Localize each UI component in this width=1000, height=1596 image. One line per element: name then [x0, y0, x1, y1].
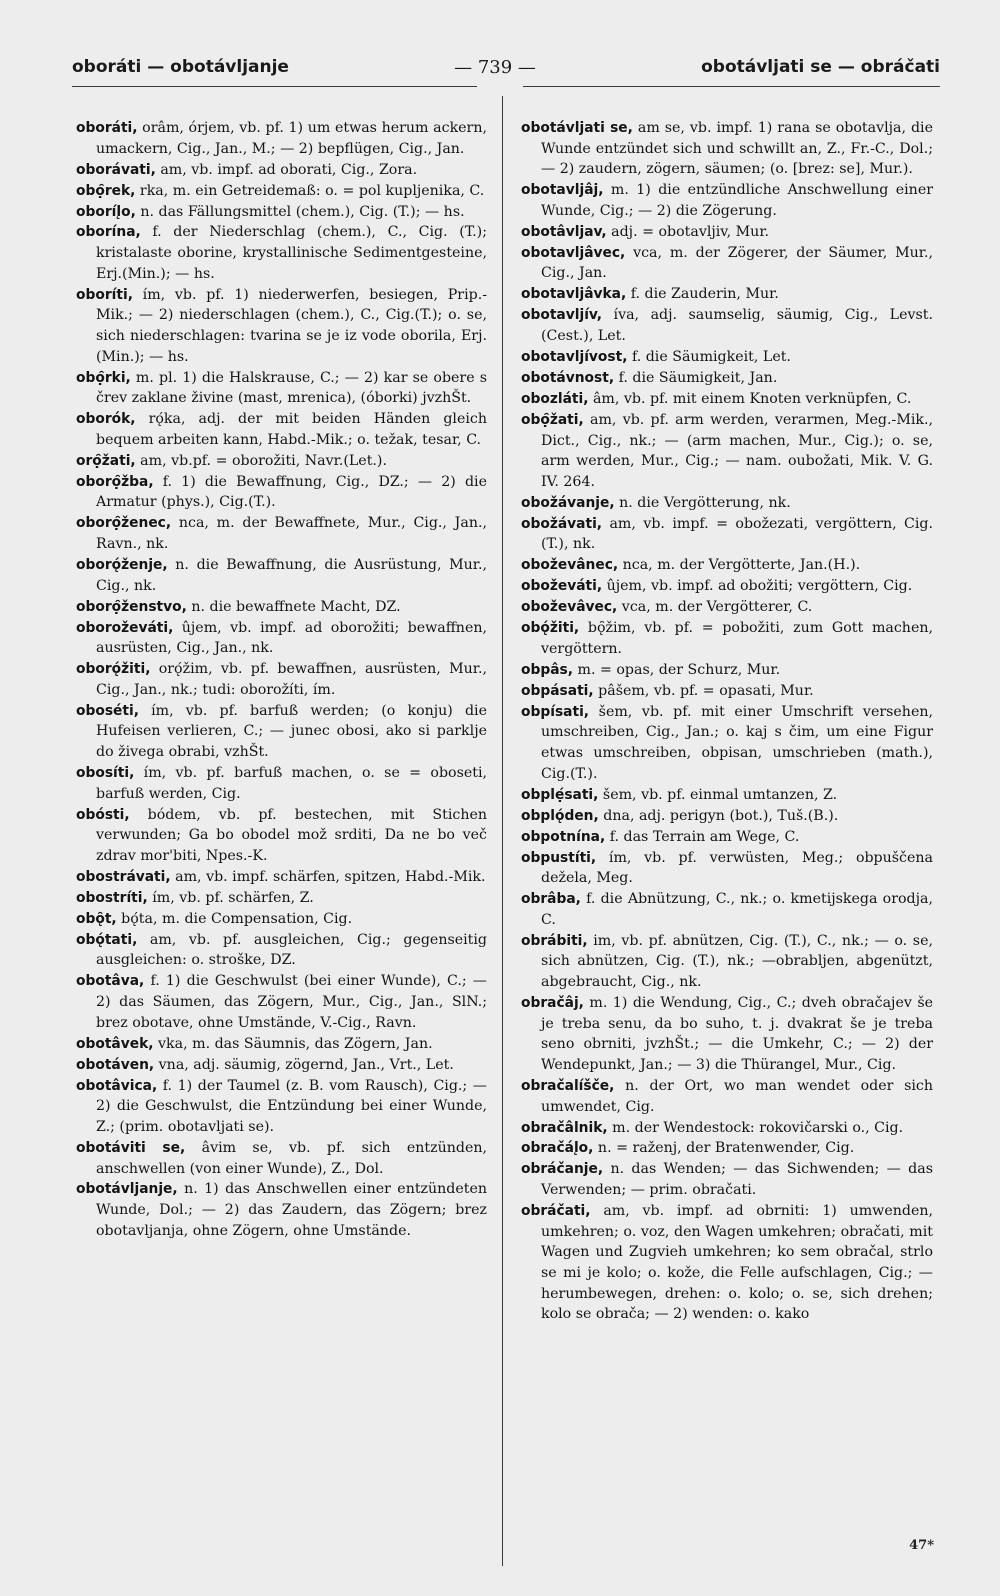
entry-headword: obotavljív, [521, 307, 603, 324]
dictionary-entry [76, 909, 487, 930]
entry-headword: obpotnína, [521, 828, 606, 845]
entry-headword: obostrávati, [76, 868, 171, 885]
entry-definition: vca, m. der Vergötterer, C. [617, 599, 813, 616]
entry-definition: am, vb. pf. arm werden, verarmen, Meg.-Mik., Dict., Cig., nk.; — (arm machen, Mur., Cig.); o. se, arm werden, Mur., Cig.; — nam. oubožati, Mik. V. G. IV. 264. [541, 411, 933, 490]
entry-headword: obotáven, [76, 1056, 155, 1073]
dictionary-entry [521, 1118, 933, 1139]
entry-definition: ûjem, vb. impf. ad oborožiti; bewaffnen, ausrüsten, Cig., Jan., nk. [96, 619, 487, 657]
dictionary-entry [76, 472, 487, 513]
entry-headword: oboríti, [76, 286, 133, 303]
entry-headword: obosíti, [76, 765, 135, 782]
entry-definition: rka, m. ein Getreidemaß: o. = pol kupljenika, C. [135, 182, 485, 199]
entry-definition: bǫ̑žim, vb. pf. = pobožiti, zum Gott machen, vergöttern. [541, 620, 933, 657]
dictionary-entry [76, 222, 487, 284]
entry-definition: orâm, órjem, vb. pf. 1) um etwas herum ackern, umackern, Cig., Jan., M.; — 2) bepflügen, Cig., Jan. [96, 120, 487, 157]
dictionary-entry [521, 660, 933, 681]
dictionary-entry [76, 930, 487, 971]
entry-headword: obožávati, [521, 515, 603, 532]
entry-headword: obọ̑žati, [521, 411, 584, 428]
dictionary-entry [521, 1138, 933, 1159]
entry-headword: obpísati, [521, 703, 590, 720]
entry-headword: obǫ̑t, [76, 910, 117, 927]
dictionary-entry [76, 555, 487, 596]
dictionary-entry [76, 597, 487, 618]
dictionary-entry [76, 763, 487, 804]
entry-headword: obpâs, [521, 661, 573, 678]
entry-headword: orọ̑žati, [76, 452, 136, 469]
entry-headword: obračalíšče, [521, 1077, 615, 1094]
entry-definition: m. der Wendestock: rokovičarski o., Cig. [607, 1119, 904, 1136]
entry-definition: ûjem, vb. impf. ad obožiti; vergöttern, Cig. [602, 578, 913, 595]
header-rule-right [523, 86, 940, 87]
entry-definition: ím, vb. pf. verwüsten, Meg.; obpuščena dežela, Meg. [541, 849, 933, 887]
entry-definition: dna, adj. perigyn (bot.), Tuš.(B.). [598, 807, 839, 824]
entry-definition: bǫ́ta, m. die Compensation, Cig. [116, 910, 353, 927]
dictionary-entry [76, 202, 487, 223]
entry-definition: am, vb. impf. schärfen, spitzen, Habd.-Mik. [170, 868, 486, 885]
entry-headword: obotavljívost, [521, 349, 628, 365]
dictionary-entry [76, 618, 487, 659]
dictionary-entry [521, 1076, 933, 1117]
dictionary-entry [521, 410, 933, 493]
entry-headword: obplẹ́sati, [521, 786, 599, 803]
entry-definition: n. die bewaffnete Macht, DZ. [186, 598, 401, 615]
entry-definition: íva, adj. saumselig, säumig, Cig., Levst.(Cest.), Let. [541, 307, 933, 345]
running-header [72, 50, 940, 84]
entry-headword: obpustíti, [521, 849, 597, 866]
dictionary-entry [76, 971, 487, 1033]
entry-headword: oboráti, [76, 120, 138, 136]
dictionary-entry [521, 284, 933, 305]
entry-definition: m. 1) die Wendung, Cig., C.; dveh obračajev še je treba senu, da bo suho, t. j. dvakrat še je treba seno obrniti, jvzhŠt.; — die Umkehr, C.; — 2) der Wendepunkt, Jan.; — 3) die Thürangel, Mur., Cig. [541, 994, 933, 1073]
dictionary-entry [76, 118, 487, 159]
dictionary-entry [521, 806, 933, 827]
dictionary-entry [76, 1055, 487, 1076]
entry-definition: ím, vb. pf. barfuß werden; (o konju) die Hufeisen verlieren, C.; — junec obosi, ako si parklje do živega obrabi, vzhŠt. [96, 702, 487, 761]
entry-definition: am, vb. impf. ad oborati, Cig., Zora. [155, 161, 418, 178]
entry-headword: obračál̨o, [521, 1140, 594, 1157]
entry-definition: am, vb.pf. = oborožiti, Navr.(Let.). [135, 452, 387, 469]
header-left-guide: oboráti — obotávljanje [72, 57, 289, 77]
dictionary-entry [521, 993, 933, 1076]
dictionary-entry [521, 848, 933, 889]
entry-definition: n. das Wenden; — das Sichwenden; — das Verwenden; — prim. obračati. [541, 1161, 933, 1199]
dictionary-entry [521, 347, 933, 368]
entry-headword: obotâvljav, [521, 223, 607, 240]
dictionary-entry [521, 597, 933, 618]
entry-definition: n. das Fällungsmittel (chem.), Cig. (T.); — hs. [135, 203, 465, 220]
entry-headword: obósti, [76, 806, 130, 823]
entry-headword: obotáviti se, [76, 1139, 186, 1156]
dictionary-entry [521, 1159, 933, 1200]
dictionary-entry [521, 243, 933, 284]
dictionary-entry [76, 368, 487, 409]
entry-definition: adj. = obotavljiv, Mur. [606, 223, 770, 240]
entry-headword: oboževânec, [521, 557, 619, 574]
entry-headword: oborók, [76, 411, 136, 428]
entry-headword: oborọ̑ženec, [76, 515, 172, 532]
entry-headword: obotávljati se, [521, 120, 633, 136]
entry-definition: m. pl. 1) die Halskrause, C.; — 2) kar se obere s črev zaklane živine (mast, mrenica), (óborki) jvzhŠt. [96, 369, 487, 407]
dictionary-entry [76, 888, 487, 909]
entry-headword: oborǫ́žiti, [76, 661, 151, 678]
dictionary-entry [76, 701, 487, 763]
dictionary-entry [521, 555, 933, 576]
dictionary-entry [76, 513, 487, 554]
dictionary-entry [76, 409, 487, 450]
dictionary-entry [521, 514, 933, 555]
entry-headword: obožávanje, [521, 494, 615, 511]
entry-definition: im, vb. pf. abnützen, Cig. (T.), C., nk.; — o. se, sich abnützen, Cig. (T.), nk.; —obrabljen, abgenützt, abgebraucht, Cig., nk. [541, 932, 933, 991]
entry-definition: n. die Vergötterung, nk. [614, 494, 791, 511]
entry-definition: nca, m. der Bewaffnete, Mur., Cig., Jan., Ravn., nk. [96, 515, 487, 553]
dictionary-entry [521, 618, 933, 659]
dictionary-entry [76, 1138, 487, 1179]
entry-headword: oborína, [76, 224, 141, 241]
entry-definition: ím, vb. pf. schärfen, Z. [147, 889, 314, 906]
entry-headword: obǫ́tati, [76, 931, 138, 948]
entry-headword: obplǫ́den, [521, 807, 599, 824]
page-number: — 739 — [454, 56, 536, 78]
entry-definition: f. der Niederschlag (chem.), C., Cig. (T.); kristalaste oborine, krystallinische Sedimentgesteine, Erj.(Min.); — hs. [96, 224, 487, 282]
entry-headword: obotavljâj, [521, 182, 604, 199]
entry-headword: obráčanje, [521, 1161, 604, 1178]
entry-definition: f. 1) der Taumel (z. B. vom Rausch), Cig.; — 2) die Geschwulst, die Entzündung bei einer Wunde, Z.; (prim. obotavljati se). [96, 1077, 487, 1135]
entry-definition: f. 1) die Geschwulst (bei einer Wunde), C.; — 2) das Säumen, das Zögern, Mur., Cig., Jan., SlN.; brez obotave, ohne Umstände, V.-Cig., Ravn. [96, 973, 487, 1031]
dictionary-entry [521, 681, 933, 702]
dictionary-entry [76, 1179, 487, 1241]
dictionary-entry [76, 285, 487, 368]
right-column [521, 118, 933, 1325]
entry-headword: obotavljâvka, [521, 286, 627, 303]
entry-definition: f. die Zauderin, Mur. [626, 286, 779, 303]
entry-definition: ím, vb. pf. barfuß machen, o. se = oboseti, barfuß werden, Cig. [96, 765, 487, 802]
entry-definition: rǫ́ka, adj. der mit beiden Händen gleich bequem arbeiten kann, Habd.-Mik.; o. težak, tesar, C. [96, 411, 487, 448]
entry-definition: f. die Abnützung, C., nk.; o. kmetijskega orodja, C. [541, 891, 933, 928]
entry-headword: obozláti, [521, 390, 589, 407]
entry-headword: oboževâvec, [521, 599, 618, 616]
dictionary-entry [76, 805, 487, 867]
entry-definition: f. das Terrain am Wege, C. [605, 828, 800, 845]
header-rule-left [72, 86, 477, 87]
entry-definition: am se, vb. impf. 1) rana se obotavlja, die Wunde entzündet sich und schwillt an, Z., Fr.-C., Dol.; — 2) zaudern, zögern, säumen; (o. [brez: se], Mur.). [541, 120, 933, 178]
entry-headword: oborọ̑ženstvo, [76, 598, 187, 615]
entry-definition: vka, m. das Säumnis, das Zögern, Jan. [153, 1035, 433, 1052]
entry-definition: nca, m. der Vergötterte, Jan.(H.). [618, 557, 861, 574]
entry-headword: obračâlnik, [521, 1119, 608, 1136]
entry-definition: n. 1) das Anschwellen einer entzündeten Wunde, Dol.; — 2) das Zaudern, das Zögern; brez obotavljanja, ohne Zögern, ohne Umstände. [96, 1181, 487, 1239]
entry-definition: pâšem, vb. pf. = opasati, Mur. [593, 682, 814, 699]
entry-headword: obračâj, [521, 994, 584, 1011]
dictionary-entry [521, 576, 933, 597]
entry-definition: am, vb. pf. ausgleichen, Cig.; gegenseitig ausgleichen: o. stroške, DZ. [96, 931, 487, 969]
column-divider [502, 96, 503, 1566]
entry-headword: oborávati, [76, 161, 156, 178]
entry-definition: vna, adj. säumig, zögernd, Jan., Vrt., Let. [154, 1056, 454, 1073]
entry-headword: oborọ̑žba, [76, 473, 154, 490]
entry-headword: obotâva, [76, 973, 145, 990]
entry-headword: obotavljâvec, [521, 244, 626, 261]
dictionary-entry [521, 389, 933, 410]
dictionary-entry [76, 181, 487, 202]
dictionary-entry [521, 493, 933, 514]
entry-definition: f. die Säumigkeit, Jan. [614, 369, 778, 386]
dictionary-entry [76, 1034, 487, 1055]
dictionary-entry [521, 827, 933, 848]
entry-definition: ím, vb. pf. 1) niederwerfen, besiegen, Prip.-Mik.; — 2) niederschlagen (chem.), C., Cig.(T.); o. se, sich niederschlagen: tvarina se je iz vode oborila, Erj.(Min.); — hs. [96, 286, 487, 365]
dictionary-entry [521, 118, 933, 180]
dictionary-entry [521, 1201, 933, 1325]
header-right-guide: obotávljati se — obráčati [701, 57, 940, 77]
dictionary-entry [521, 785, 933, 806]
entry-headword: obotávnost, [521, 369, 615, 386]
entry-definition: f. 1) die Bewaffnung, Cig., DZ.; — 2) die Armatur (phys.), Cig.(T.). [96, 473, 487, 511]
dictionary-entry [521, 889, 933, 930]
entry-headword: obostríti, [76, 889, 148, 906]
entry-definition: n. der Ort, wo man wendet oder sich umwendet, Cig. [541, 1077, 933, 1115]
entry-definition: m. 1) die entzündliche Anschwellung einer Wunde, Cig.; — 2) die Zögerung. [541, 182, 933, 219]
left-column [76, 118, 487, 1241]
dictionary-entry [76, 659, 487, 700]
entry-headword: obọ̑rek, [76, 182, 136, 199]
entry-definition: n. = raženj, der Bratenwender, Cig. [593, 1140, 855, 1157]
entry-headword: oboríl̨o, [76, 203, 136, 220]
entry-headword: oborǫ́ženje, [76, 557, 168, 574]
entry-headword: obotávljanje, [76, 1181, 178, 1198]
entry-definition: âm, vb. pf. mit einem Knoten verknüpfen, C. [588, 390, 912, 407]
entry-headword: oboséti, [76, 702, 139, 719]
entry-definition: bódem, vb. pf. bestechen, mit Stichen verwunden; Ga bo obodel mož srditi, Da ne bo več zdrav mor'biti, Npes.-K. [96, 806, 487, 865]
dictionary-entry [521, 180, 933, 221]
entry-definition: šem, vb. pf. einmal umtanzen, Z. [598, 786, 838, 803]
entry-definition: m. = opas, der Schurz, Mur. [573, 661, 781, 678]
entry-headword: obotâvek, [76, 1035, 154, 1052]
entry-headword: oboževáti, [521, 578, 603, 595]
entry-headword: obráčati, [521, 1203, 591, 1220]
signature-mark: 47* [909, 1538, 934, 1553]
dictionary-entry [521, 931, 933, 993]
entry-headword: oboroževáti, [76, 619, 174, 636]
entry-definition: n. die Bewaffnung, die Ausrüstung, Mur., Cig., nk. [96, 557, 487, 594]
entry-definition: am, vb. impf. = obožezati, vergöttern, Cig.(T.), nk. [541, 515, 933, 553]
entry-headword: obǫ́žiti, [521, 620, 580, 637]
entry-headword: obọ̑rki, [76, 369, 131, 386]
entry-headword: obotâvica, [76, 1077, 158, 1094]
entry-definition: f. die Säumigkeit, Let. [627, 349, 791, 365]
dictionary-entry [521, 305, 933, 346]
entry-headword: obrábiti, [521, 932, 588, 949]
entry-headword: obpásati, [521, 682, 594, 699]
dictionary-entry [521, 702, 933, 785]
dictionary-entry [76, 1076, 487, 1138]
entry-definition: vca, m. der Zögerer, der Säumer, Mur., Cig., Jan. [541, 244, 933, 282]
entry-definition: šem, vb. pf. mit einer Umschrift versehen, umschreiben, Cig., Jan.; o. kaj s čim, um eine Figur etwas umschreiben, obpisan, umschrieben (math.), Cig.(T.). [541, 703, 933, 782]
dictionary-entry [521, 222, 933, 243]
dictionary-entry [76, 160, 487, 181]
entry-definition: orǫ́žim, vb. pf. bewaffnen, ausrüsten, Mur., Cig., Jan., nk.; tudi: oborožíti, ím. [96, 661, 487, 698]
entry-headword: obrâba, [521, 891, 581, 908]
dictionary-entry [521, 368, 933, 389]
dictionary-entry [76, 867, 487, 888]
entry-definition: âvim se, vb. pf. sich entzünden, anschwellen (von einer Wunde), Z., Dol. [96, 1139, 487, 1177]
entry-definition: am, vb. impf. ad obrniti: 1) umwenden, umkehren; o. voz, den Wagen umkehren; obračati, mit Wagen und Zugvieh umkehren; ko sem obračal, strlo se mi je kolo; o. kože, die Felle aufschlagen, Cig.; — herumbewegen, drehen: o. kolo; o. se, sich drehen; kolo se obrača; — 2) wenden: o. kako [541, 1203, 933, 1323]
dictionary-entry [76, 451, 487, 472]
